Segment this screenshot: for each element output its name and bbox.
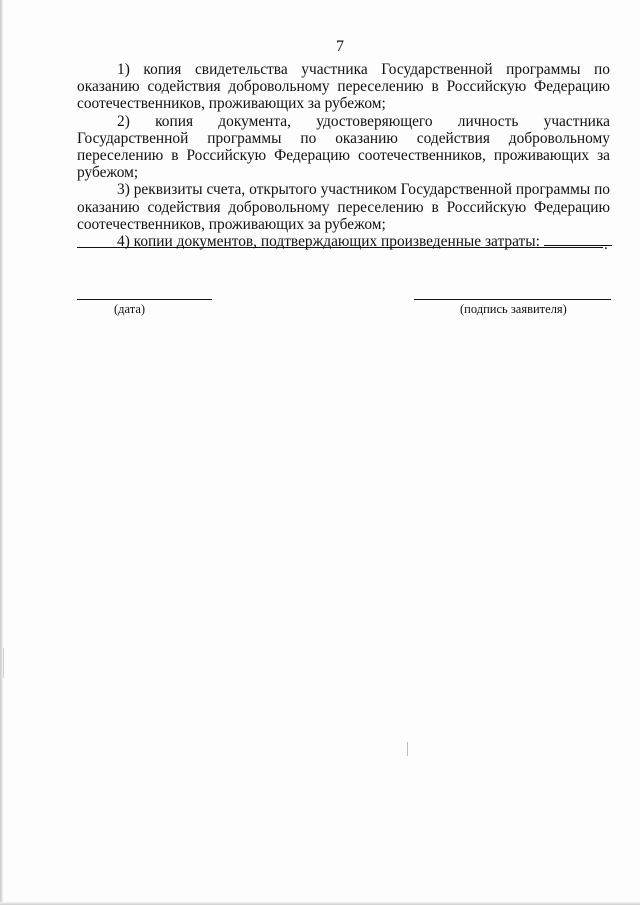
signature-caption: (подпись заявителя) <box>460 302 567 316</box>
date-caption: (дата) <box>114 302 146 316</box>
date-signature-line <box>77 299 212 300</box>
list-item-3: 3) реквизиты счета, открытого участником Государственной программы по оказанию содействия добровольному переселению в Российскую Федерацию соотечественников, проживающих за рубежом; <box>77 181 610 233</box>
list-item-2: 2) копия документа, удостоверяющего личность участника Государственной программы по оказанию содействия добровольному переселению в Российскую Федерацию соотечественников, проживающих за рубежом; <box>77 112 610 182</box>
scan-speck <box>407 742 408 756</box>
list-item-4-text: 4) копии документов, подтверждающих произведенные затраты: <box>117 233 540 251</box>
expenses-fill-line-inline <box>544 234 612 246</box>
fill-end-period: . <box>604 237 608 253</box>
list-item-1: 1) копия свидетельства участника Государственной программы по оказанию содействия добровольному переселению в Российскую Федерацию соотечественников, проживающих за рубежом; <box>77 61 610 113</box>
document-body <box>77 61 610 250</box>
page-number: 7 <box>336 38 344 55</box>
applicant-signature-line <box>414 299 611 300</box>
page-edge-left <box>0 0 3 905</box>
expenses-fill-line <box>77 247 603 248</box>
scan-speck <box>3 648 4 678</box>
